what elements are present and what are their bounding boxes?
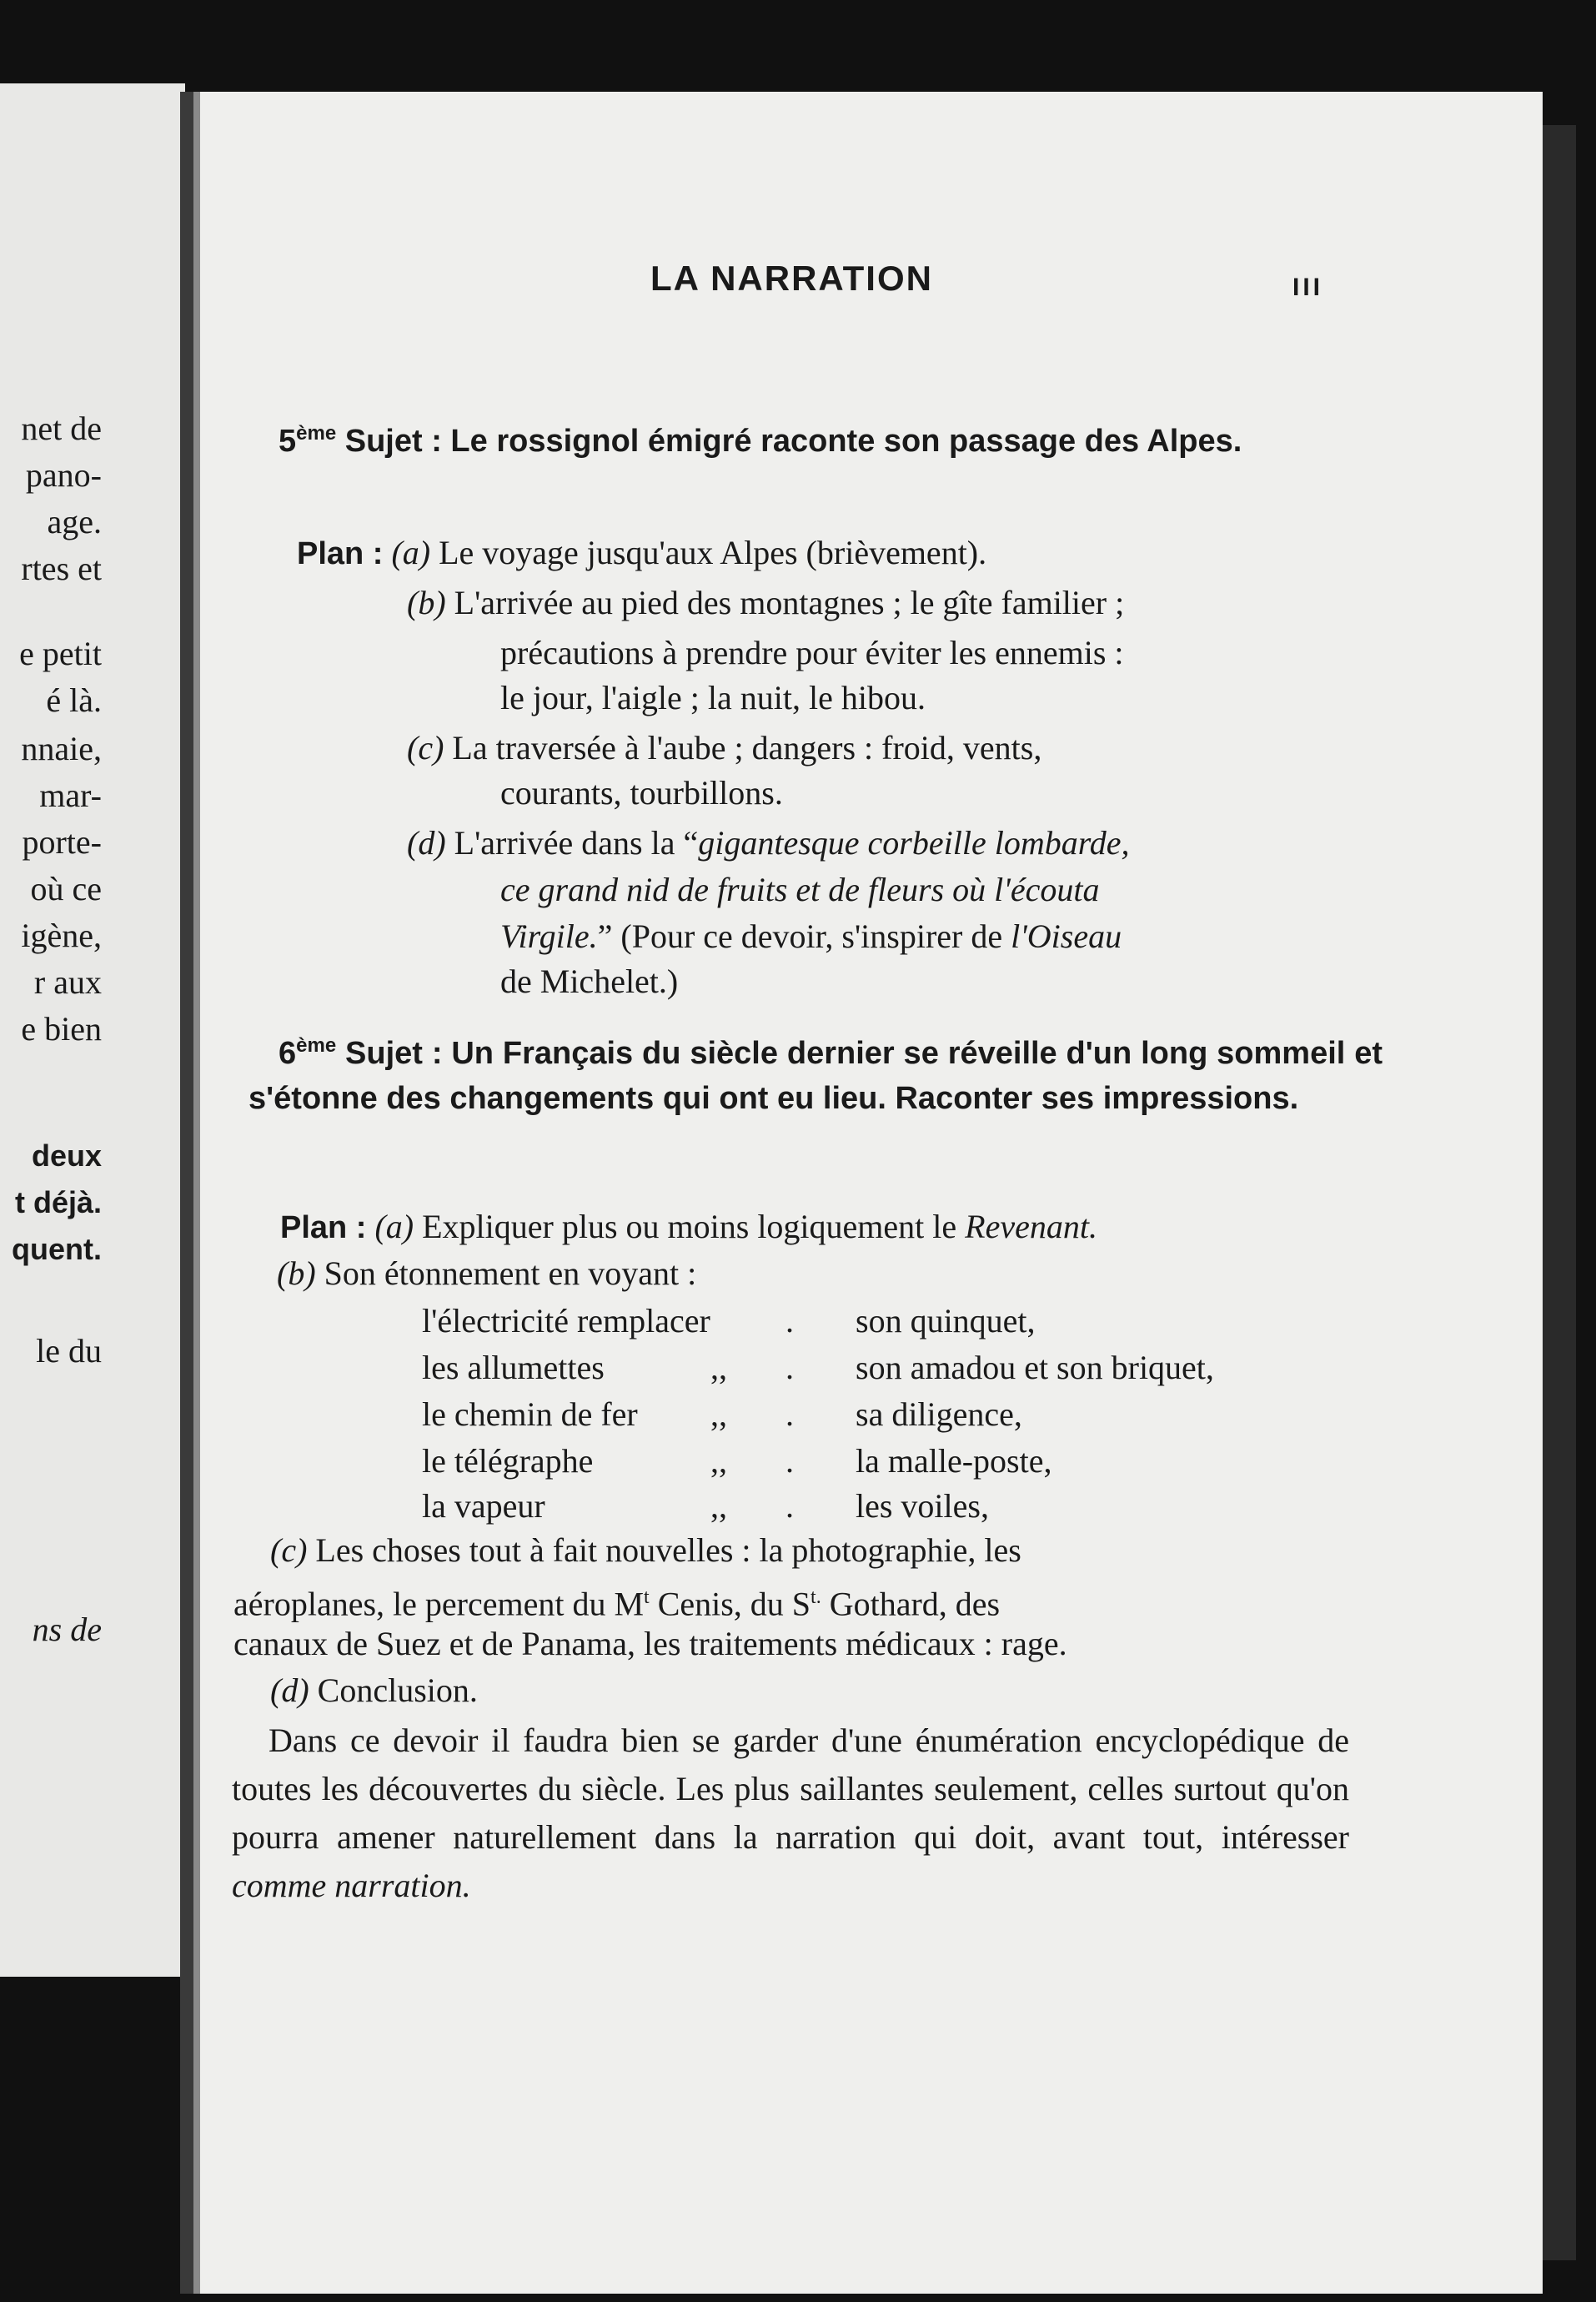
left-fragment: t déjà. [14, 1185, 102, 1219]
plan-5-b1: L'arrivée au pied des montagnes ; le gîte familier ; [454, 584, 1125, 621]
plan-6-c2-post: Gothard, des [821, 1585, 1001, 1623]
item-marker: (d) [407, 824, 446, 862]
sujet-5-number: 5 [279, 424, 297, 459]
plan-6-a-pre: Expliquer plus ou moins logiquement le [422, 1208, 966, 1245]
plan-6-c2-pre: aéroplanes, le percement du M [233, 1585, 645, 1623]
left-fragment: igène, [21, 917, 102, 954]
table-dot: . [785, 1442, 794, 1480]
plan-6-c2-mid: Cenis, du S [649, 1585, 811, 1623]
left-fragment: porte- [22, 823, 102, 861]
table-right: les voiles, [856, 1487, 989, 1525]
left-fragment: r aux [33, 963, 102, 1001]
left-fragment: e bien [21, 1010, 102, 1048]
sujet-5-text: Sujet : Le rossignol émigré raconte son passage des Alpes. [336, 424, 1242, 459]
plan-6-a-italic: Revenant. [965, 1208, 1097, 1245]
left-fragment: e petit [19, 635, 102, 672]
left-fragment: mar- [39, 777, 102, 814]
item-marker: (c) [407, 729, 444, 766]
plan-5-line-b3: le jour, l'aigle ; la nuit, le hibou. [500, 679, 926, 716]
plan-5-line-d2: ce grand nid de fruits et de fleurs où l'écouta [500, 871, 1100, 908]
sujet-6-text: Sujet : Un Français du siècle dernier se réveille d'un long sommeil et s'étonne des changements qui ont eu lieu. Raconter ses impressions. [248, 1036, 1383, 1116]
table-dot: . [785, 1302, 794, 1339]
left-fragment: é là. [46, 681, 102, 719]
sujet-5-heading [248, 419, 1383, 464]
page-content [200, 92, 1543, 2294]
table-dot: . [785, 1349, 794, 1386]
table-left: le télégraphe [422, 1442, 594, 1480]
left-fragment: deux [31, 1138, 102, 1173]
plan-6-line-a [280, 1204, 1097, 1250]
plan-6-line-b [277, 1251, 696, 1296]
plan-5-line-c2: courants, tourbillons. [500, 774, 783, 812]
plan-5-d3-mid: ” (Pour ce devoir, s'inspirer de [597, 917, 1011, 955]
left-fragment: net de [21, 410, 102, 447]
page-gutter-shadow [193, 92, 200, 2294]
item-marker: (a) [391, 534, 431, 571]
left-fragment: ns de [32, 1611, 102, 1648]
sujet-5-sup: ème [296, 422, 337, 445]
table-ditto: ,, [710, 1487, 727, 1525]
left-fragment: le du [36, 1332, 102, 1370]
plan-5-line-d4: de Michelet.) [500, 963, 679, 1000]
table-ditto: ,, [710, 1395, 727, 1433]
plan-5-d3-italic-2: l'Oiseau [1011, 917, 1122, 955]
sujet-6-number: 6 [279, 1036, 297, 1071]
left-fragment: age. [47, 503, 102, 540]
table-left: le chemin de fer [422, 1395, 638, 1433]
item-marker: (b) [277, 1254, 316, 1292]
closing-paragraph [232, 1716, 1349, 1910]
plan-6-label: Plan : [280, 1210, 367, 1245]
table-left: la vapeur [422, 1487, 545, 1525]
item-marker: (b) [407, 584, 446, 621]
page-number: III [1292, 274, 1324, 301]
page-gutter [180, 92, 193, 2294]
plan-5-line-c1 [407, 726, 1041, 771]
item-marker: (c) [270, 1531, 308, 1569]
plan-5-line-d3 [500, 914, 1122, 959]
plan-6-c1: Les choses tout à fait nouvelles : la photographie, les [315, 1531, 1021, 1569]
closing-text: Dans ce devoir il faudra bien se garder d'une énumération encyclopédique de toutes les découvertes du siècle. Les plus saillantes seulement, celles surtout qu'on pourra amener naturellement dans la narration qui doit, avant tout, intéresser [232, 1721, 1349, 1856]
plan-5-d1-italic: gigantesque corbeille lombarde, [698, 824, 1130, 862]
plan-5-a: Le voyage jusqu'aux Alpes (brièvement). [439, 534, 987, 571]
item-marker: (a) [374, 1208, 414, 1245]
plan-6-line-c1 [270, 1528, 1021, 1573]
plan-6-c2-sup-1: t [644, 1586, 650, 1608]
table-right: la malle-poste, [856, 1442, 1052, 1480]
plan-5-line-d1 [407, 821, 1130, 866]
sujet-6-sup: ème [296, 1034, 337, 1057]
table-right: son amadou et son briquet, [856, 1349, 1214, 1386]
left-fragment: pano- [25, 456, 102, 494]
plan-5-line-a [297, 530, 986, 576]
running-header: LA NARRATION [650, 259, 933, 298]
table-left: l'électricité remplacer [422, 1302, 710, 1339]
left-fragment: nnaie, [21, 730, 102, 767]
table-dot: . [785, 1395, 794, 1433]
book-page [200, 92, 1543, 2294]
table-right: son quinquet, [856, 1302, 1036, 1339]
plan-5-line-b1 [407, 581, 1124, 626]
item-marker: (d) [270, 1671, 309, 1709]
plan-6-line-c3: canaux de Suez et de Panama, les traitements médicaux : rage. [233, 1625, 1067, 1662]
table-left: les allumettes [422, 1349, 605, 1386]
plan-5-d3-italic: Virgile. [500, 917, 598, 955]
plan-5-d1-pre: L'arrivée dans la “ [454, 824, 699, 862]
plan-6-line-c2 [233, 1575, 1000, 1626]
plan-6-d: Conclusion. [317, 1671, 478, 1709]
table-row [422, 1298, 710, 1345]
previous-page-strip [0, 83, 185, 1977]
plan-5-c1: La traversée à l'aube ; dangers : froid, vents, [452, 729, 1042, 766]
page-edge [1543, 125, 1576, 2260]
left-fragment: quent. [12, 1232, 102, 1266]
left-fragment: où ce [30, 870, 102, 907]
plan-6-line-d [270, 1668, 478, 1713]
left-fragment: rtes et [21, 550, 102, 587]
plan-5-label: Plan : [297, 536, 384, 571]
table-dot: . [785, 1487, 794, 1525]
plan-6-c2-sup-2: t. [811, 1586, 821, 1608]
plan-6-b: Son étonnement en voyant : [324, 1254, 697, 1292]
plan-5-line-b2: précautions à prendre pour éviter les ennemis : [500, 634, 1124, 671]
sujet-6-heading [248, 1031, 1383, 1121]
table-ditto: ,, [710, 1442, 727, 1480]
table-right: sa diligence, [856, 1395, 1022, 1433]
closing-italic: comme narration. [232, 1867, 471, 1904]
table-ditto: ,, [710, 1349, 727, 1386]
